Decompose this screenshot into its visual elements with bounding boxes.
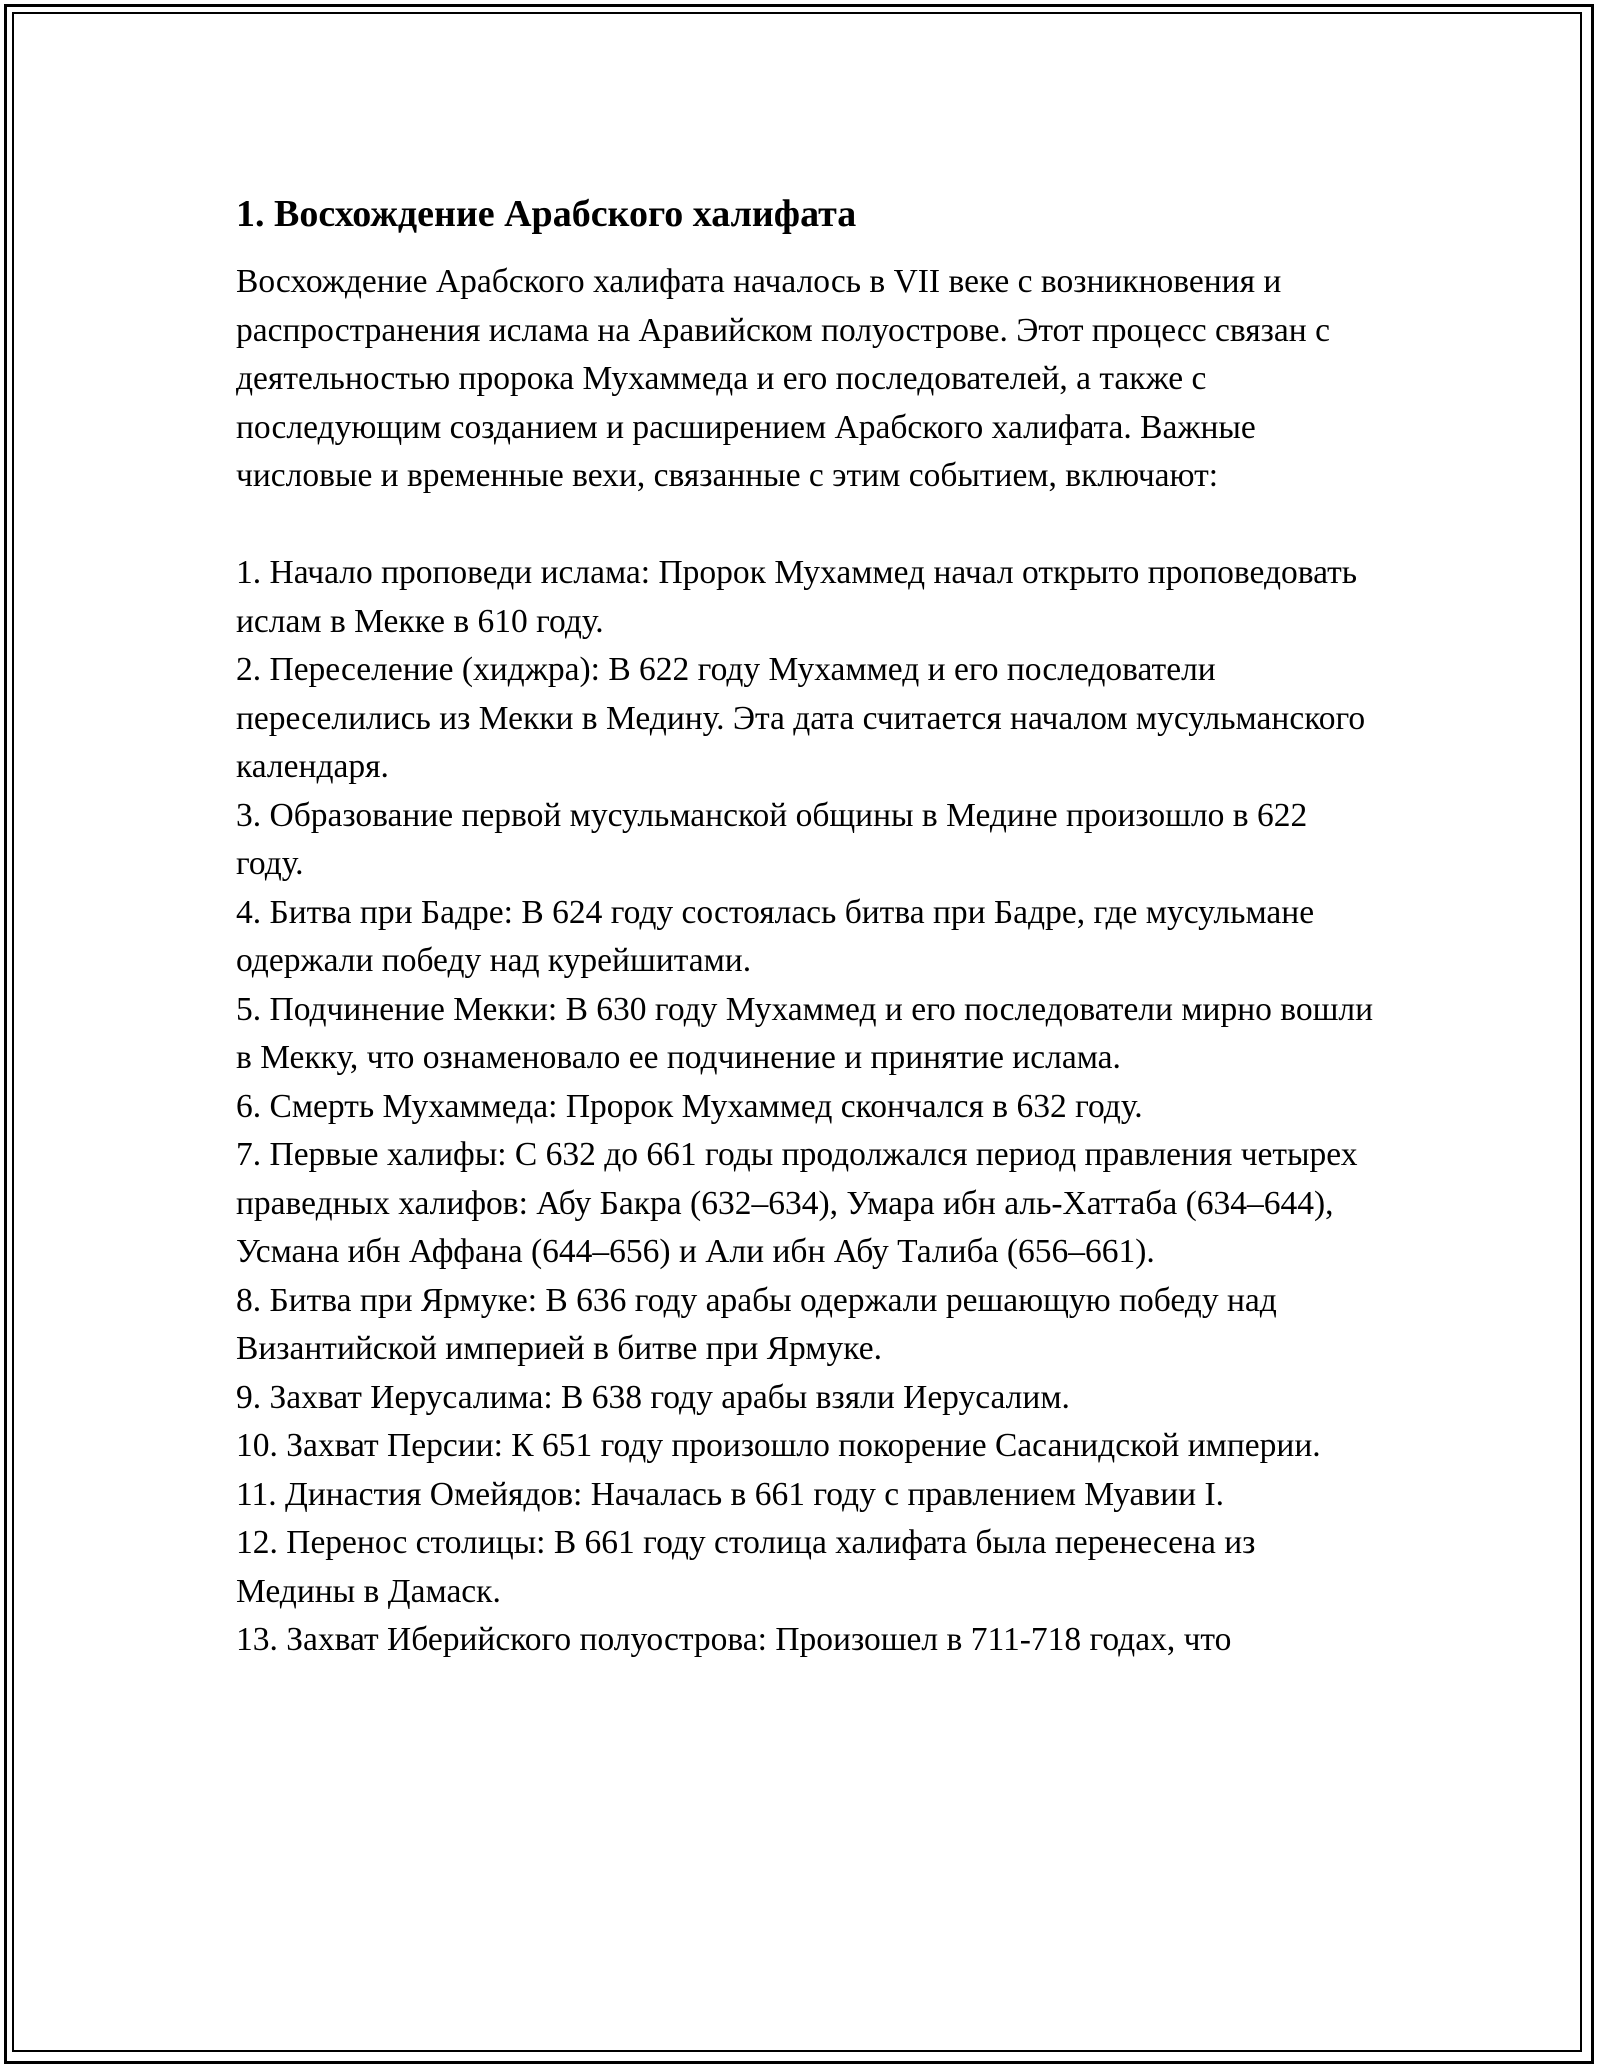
list-item: 6. Смерть Мухаммеда: Пророк Мухаммед скончался в 632 году.: [236, 1087, 1143, 1125]
intro-paragraph: Восхождение Арабского халифата началось в VII веке с возникновения и распространения ислама на Аравийском полуострове. Этот процесс связан с деятельностью пророка Мухаммеда и его последователей, а также с последующим созданием и расширением Арабского халифата. Важные числовые и временные вехи, связанные с этим событием, включают:: [236, 263, 1330, 494]
list-item: 9. Захват Иерусалима: В 638 году арабы взяли Иерусалим.: [236, 1378, 1070, 1416]
milestone-list: [236, 549, 1376, 1665]
blank-line: [236, 501, 1376, 550]
list-item: 4. Битва при Бадре: В 624 году состоялась битва при Бадре, где мусульмане одержали победу над курейшитами.: [236, 893, 1315, 979]
list-item: 7. Первые халифы: С 632 до 661 годы продолжался период правления четырех праведных халифов: Абу Бакра (632–634), Умара ибн аль-Хаттаба (634–644), Усмана ибн Аффана (644–656) и Али ибн Абу Талиба (656–661).: [236, 1136, 1358, 1270]
section-heading: 1. Восхождение Арабского халифата: [236, 193, 857, 235]
list-item: 5. Подчинение Мекки: В 630 году Мухаммед и его последователи мирно вошли в Мекку, что ознаменовало ее подчинение и принятие ислама.: [236, 990, 1374, 1076]
list-item: 10. Захват Персии: К 651 году произошло покорение Сасанидской империи.: [236, 1427, 1321, 1464]
list-item: 1. Начало проповеди ислама: Пророк Мухаммед начал открыто проповедовать ислам в Мекке в 610 году.: [236, 554, 1358, 640]
list-item: 11. Династия Омейядов: Началась в 661 году с правлением Муавии I.: [236, 1475, 1224, 1513]
list-item: 2. Переселение (хиджра): В 622 году Мухаммед и его последователи переселились из Мекки в Медину. Эта дата считается началом мусульманского календаря.: [236, 651, 1366, 785]
list-item: 8. Битва при Ярмуке: В 636 году арабы одержали решающую победу над Византийской империей в битве при Ярмуке.: [236, 1281, 1277, 1367]
document-page: [236, 186, 1376, 1665]
list-item: 3. Образование первой мусульманской общины в Медине произошло в 622 году.: [236, 796, 1308, 882]
list-item: 12. Перенос столицы: В 661 году столица халифата была перенесена из Медины в Дамаск.: [236, 1524, 1256, 1610]
list-item: 13. Захват Иберийского полуострова: Произошел в 711-718 годах, что: [236, 1621, 1232, 1658]
